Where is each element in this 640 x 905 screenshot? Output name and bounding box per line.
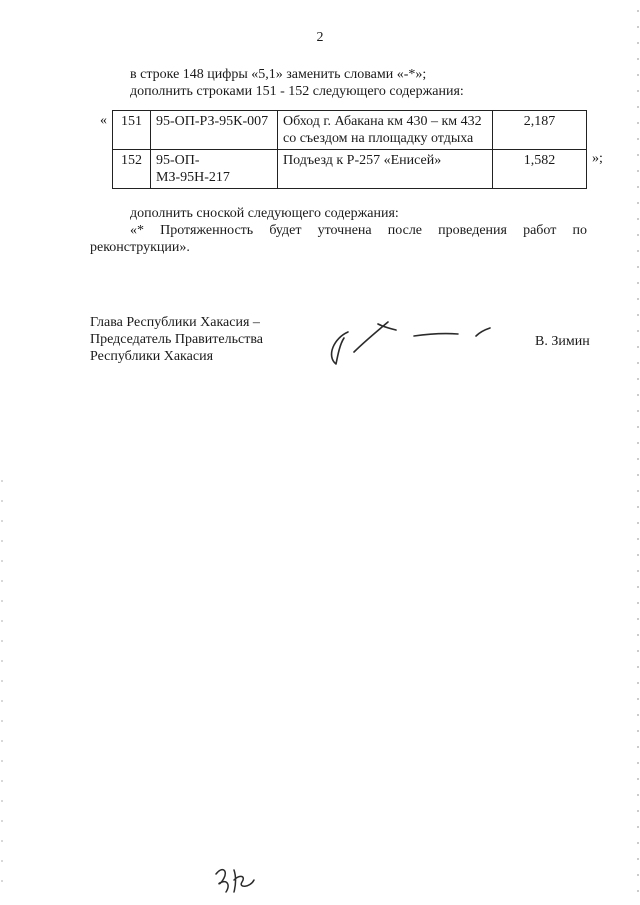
signatory-line-3: Республики Хакасия xyxy=(90,349,214,364)
road-name xyxy=(278,150,493,189)
road-code: 95-ОП-МЗ-95Н-217 xyxy=(151,150,278,189)
footnote-line-1: дополнить сноской следующего содержания: xyxy=(130,206,399,221)
footnote-line-2: «* Протяженность будет уточнена после проведения работ по xyxy=(130,223,587,238)
signatory-title xyxy=(90,314,263,365)
signer-name: В. Зимин xyxy=(535,334,590,349)
signatory-line-1: Глава Республики Хакасия – xyxy=(90,315,260,330)
road-code: 95-ОП-РЗ-95К-007 xyxy=(151,111,278,150)
intro-line-1: в строке 148 цифры «5,1» заменить словами «-*»; xyxy=(130,67,427,82)
signatory-line-2: Председатель Правительства xyxy=(90,332,263,347)
road-length: 1,582 xyxy=(493,150,587,189)
page-number: 2 xyxy=(316,30,324,45)
road-length: 2,187 xyxy=(493,111,587,150)
road-name-line: со съездом на площадку отдыха xyxy=(283,131,474,146)
table-open-quote: « xyxy=(100,113,107,128)
handwritten-page-mark xyxy=(212,862,262,896)
footnote-block xyxy=(90,205,587,256)
handwritten-signature xyxy=(318,312,508,372)
road-name xyxy=(278,111,493,150)
road-insert-table xyxy=(112,110,587,189)
table-close-quote: »; xyxy=(592,151,603,166)
intro-line-2: дополнить строками 151 - 152 следующего содержания: xyxy=(130,84,464,99)
scan-margin-marks xyxy=(636,0,640,905)
footnote-line-3: реконструкции». xyxy=(90,240,190,255)
scan-margin-marks xyxy=(0,0,4,905)
road-name-line: Подъезд к Р-257 «Енисей» xyxy=(283,153,442,168)
row-number: 152 xyxy=(113,150,151,189)
table-row xyxy=(113,111,587,150)
table-row xyxy=(113,150,587,189)
road-name-line: Обход г. Абакана км 430 – км 432 xyxy=(283,114,482,129)
row-number: 151 xyxy=(113,111,151,150)
